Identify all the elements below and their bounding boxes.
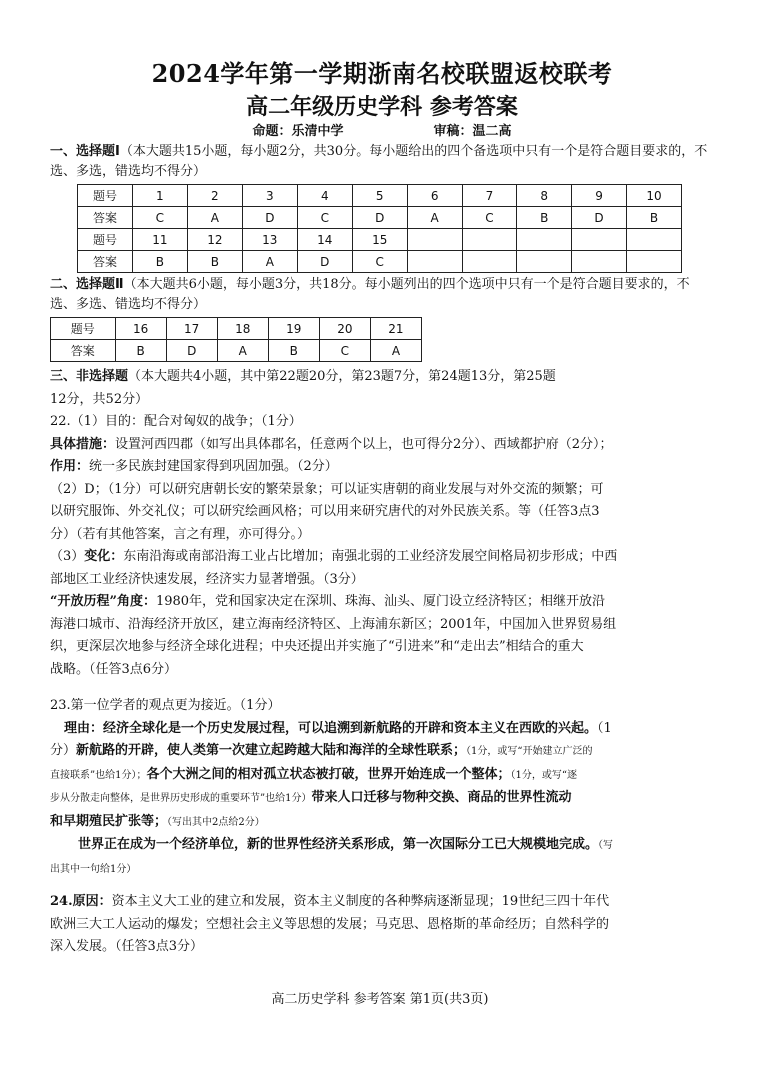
- q22-line3: [50, 456, 714, 479]
- q22-measures-text: 设置河西四郡（如写出具体郡名，任意两个以上，也可得分2分）、西域都护府（2分）；: [115, 436, 613, 452]
- q24-line3: 深入发展。（任答3点3分）: [50, 939, 204, 954]
- table-row: [78, 185, 682, 207]
- question-number: 12: [187, 229, 242, 251]
- question-number: 7: [462, 185, 517, 207]
- section1-answer-table: [77, 184, 682, 273]
- question-number: 18: [217, 318, 268, 340]
- answer-cell: B: [132, 251, 187, 273]
- q23-point4: 世界正在成为一个经济单位，新的世界性经济关系形成，第一次国际分工已大规模地完成。: [78, 837, 599, 852]
- row-label: 答案: [51, 340, 116, 362]
- section2-desc: （本大题共6小题，每小题3分，共18分。每小题列出的四个选项中只有一个是符合题目要求的，不选、多选、错选均不得分）: [50, 277, 690, 312]
- q23-point3-cont: 和早期殖民扩张等；: [50, 813, 168, 829]
- row-label: 题号: [51, 318, 116, 340]
- question-number: 8: [517, 185, 572, 207]
- answer-cell: [517, 251, 572, 273]
- question-number: 16: [115, 318, 166, 340]
- answer-cell: C: [319, 340, 370, 362]
- author-label: 命题：乐清中学: [252, 124, 344, 139]
- question-number: [572, 229, 627, 251]
- q22-effect-label: 作用：: [50, 459, 90, 474]
- section3-heading: 三、非选择题: [50, 369, 129, 384]
- q22-line5: 以研究服饰、外交礼仪；可以研究绘画风格；可以用来研究唐代的对外民族关系。等（任答3点3: [50, 504, 600, 519]
- q23-line7: [50, 834, 714, 858]
- q23-note: 出其中一句给1分）: [50, 863, 137, 875]
- section2-answer-table: [50, 317, 422, 362]
- q23-line1: 23.第一位学者的观点更为接近。（1分）: [50, 698, 281, 713]
- answer-cell: D: [166, 340, 217, 362]
- table-row: [78, 207, 682, 229]
- q23-score-part: （1: [597, 720, 612, 736]
- q23-note: （1分，或写“开始建立广泛的: [466, 746, 593, 757]
- answer-cell: D: [242, 207, 297, 229]
- q23-note: 步从分散走向整体，是世界历史形成的重要环节”也给1分）: [50, 793, 312, 804]
- question-number: 11: [132, 229, 187, 251]
- q23-note: （1分，或写“逐: [510, 769, 577, 781]
- question-number: [462, 229, 517, 251]
- exam-meta: [50, 122, 714, 142]
- question-number: 17: [166, 318, 217, 340]
- answer-cell: D: [297, 251, 352, 273]
- q24-reason-label: 24.原因：: [50, 894, 112, 909]
- section1-intro: [50, 142, 714, 182]
- answer-cell: A: [187, 207, 242, 229]
- row-label: 答案: [78, 251, 133, 273]
- answer-cell: A: [407, 207, 462, 229]
- question-number: 9: [572, 185, 627, 207]
- section1-heading: 一、选择题Ⅰ: [50, 144, 120, 159]
- question-number: 1: [132, 185, 187, 207]
- question-number: 15: [352, 229, 407, 251]
- answer-cell: B: [115, 340, 166, 362]
- q23-line8: [50, 858, 714, 882]
- answer-cell: B: [626, 207, 681, 229]
- section2-intro: [50, 275, 714, 315]
- q22-part3-number: （3）: [50, 549, 85, 564]
- answer-cell: [626, 251, 681, 273]
- q23-line2: [50, 718, 714, 741]
- q22-line7: [50, 546, 714, 569]
- section3-desc-line1: （本大题共4小题，其中第22题20分，第23题7分，第24题13分，第25题: [128, 369, 556, 384]
- q22-line11: 织，更深层次地参与经济全球化进程；中央还提出并实施了“引进来”和“走出去”相结合的重大: [50, 639, 584, 654]
- answer-cell: A: [370, 340, 421, 362]
- q22-line4: （2）D；（1分）可以研究唐朝长安的繁荣景象；可以证实唐朝的商业发展与对外交流的频繁；可: [50, 481, 604, 497]
- spacer: [50, 881, 714, 891]
- question-number: 5: [352, 185, 407, 207]
- answer-cell: D: [572, 207, 627, 229]
- section1-desc: （本大题共15小题，每小题2分，共30分。每小题给出的四个备选项中只有一个是符合题目要求的，不选、多选，错选均不得分）: [50, 144, 708, 179]
- answer-cell: [407, 251, 462, 273]
- q22-change-text: 东南沿海或南部沿海工业占比增加；南强北弱的工业经济发展空间格局初步形成；中西: [123, 549, 618, 564]
- answer-cell: [462, 251, 517, 273]
- question-number: 19: [268, 318, 319, 340]
- q24-line1: [50, 891, 714, 914]
- question-number: 2: [187, 185, 242, 207]
- table-row: [51, 318, 422, 340]
- q23-point2: 各个大洲之间的相对孤立状态被打破，世界开始连成一个整体；: [146, 766, 511, 782]
- section3-intro: [50, 366, 714, 389]
- q23-note: （写: [598, 840, 614, 851]
- table-row: [78, 251, 682, 273]
- answer-cell: C: [132, 207, 187, 229]
- answer-cell: C: [352, 251, 407, 273]
- question-number: 4: [297, 185, 352, 207]
- q22-line2: [50, 434, 714, 457]
- question-number: [407, 229, 462, 251]
- answer-cell: C: [462, 207, 517, 229]
- q23-reason-text: 理由：经济全球化是一个历史发展过程，可以追溯到新航路的开辟和资本主义在西欧的兴起。: [64, 720, 598, 736]
- q23-line3: [50, 740, 714, 764]
- q22-measures-label: 具体措施：: [50, 436, 116, 452]
- question-number: [517, 229, 572, 251]
- q22-line1: 22.（1）目的：配合对匈奴的战争；（1分）: [50, 414, 302, 429]
- q23-score-part: 分）: [50, 743, 77, 758]
- question-number: 14: [297, 229, 352, 251]
- answer-cell: A: [242, 251, 297, 273]
- q22-line12: 战略。（任答3点6分）: [50, 661, 178, 677]
- question-number: 21: [370, 318, 421, 340]
- q24-reason-text: 资本主义大工业的建立和发展，资本主义制度的各种弊病逐渐显现；19世纪三四十年代: [111, 894, 610, 909]
- q23-line6: [50, 811, 714, 835]
- answer-cell: D: [352, 207, 407, 229]
- answer-cell: B: [517, 207, 572, 229]
- q22-opening-text: 1980年，党和国家决定在深圳、珠海、汕头、厦门设立经济特区；相继开放沿: [155, 594, 606, 609]
- q23-line5: [50, 787, 714, 811]
- question-number: 10: [626, 185, 681, 207]
- exam-title: 2024学年第一学期浙南名校联盟返校联考: [151, 59, 613, 88]
- q22-opening-label: “开放历程”角度：: [50, 594, 156, 609]
- q23-note: 直接联系”也给1分）；: [50, 769, 147, 781]
- question-number: 20: [319, 318, 370, 340]
- q22-line9: [50, 591, 714, 614]
- question-number: [626, 229, 681, 251]
- q22-line6: 分）（若有其他答案，言之有理，亦可得分。）: [50, 526, 311, 542]
- q23-line4: [50, 764, 714, 788]
- section2-heading: 二、选择题Ⅱ: [50, 277, 124, 292]
- answer-cell: C: [297, 207, 352, 229]
- answer-cell: [572, 251, 627, 273]
- answer-cell: B: [268, 340, 319, 362]
- question-number: 3: [242, 185, 297, 207]
- table-row: [51, 340, 422, 362]
- reviewer-label: 审稿：温二高: [433, 124, 512, 139]
- exam-subtitle: 高二年级历史学科 参考答案: [246, 94, 518, 120]
- row-label: 题号: [78, 229, 133, 251]
- row-label: 题号: [78, 185, 133, 207]
- table-row: [78, 229, 682, 251]
- answer-cell: B: [187, 251, 242, 273]
- section3-desc-line2: 12分，共52分）: [50, 391, 149, 407]
- spacer: [50, 681, 714, 695]
- answer-cell: A: [217, 340, 268, 362]
- q22-line8: 部地区工业经济快速发展，经济实力显著增强。（3分）: [50, 571, 364, 587]
- q23-point1: 新航路的开辟，使人类第一次建立起跨越大陆和海洋的全球性联系；: [76, 743, 467, 758]
- row-label: 答案: [78, 207, 133, 229]
- q23-note: （写出其中2点给2分）: [167, 816, 265, 828]
- page-footer: 高二历史学科 参考答案 第1页(共3页): [271, 992, 489, 1007]
- q24-line2: 欧洲三大工人运动的爆发；空想社会主义等思想的发展；马克思、恩格斯的革命经历；自然科学的: [50, 916, 610, 932]
- question-number: 6: [407, 185, 462, 207]
- q22-effect-text: 统一多民族封建国家得到巩固加强。（2分）: [89, 459, 338, 474]
- q22-change-label: 变化：: [84, 549, 124, 564]
- q22-line10: 海港口城市、沿海经济开放区，建立海南经济特区、上海浦东新区；2001年，中国加入世界贸易组: [50, 616, 617, 632]
- question-number: 13: [242, 229, 297, 251]
- q23-point3: 带来人口迁移与物种交换、商品的世界性流动: [311, 790, 572, 805]
